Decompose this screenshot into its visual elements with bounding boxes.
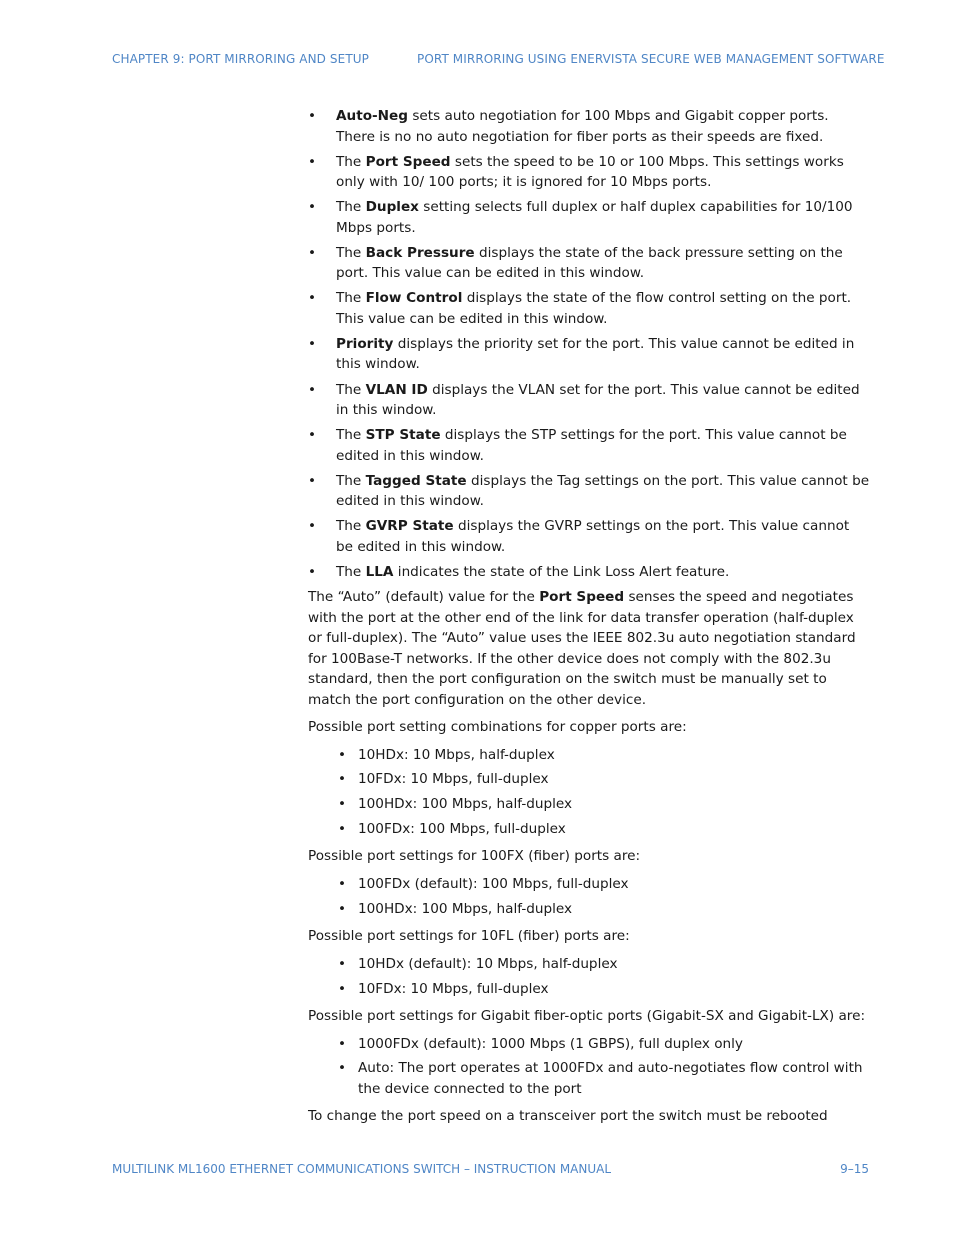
gigabit-settings-list: [308, 1034, 870, 1100]
list-item: • The Tagged State displays the Tag settings on the port. This value cannot be edited in this window.: [308, 471, 870, 512]
list-item: • The Flow Control displays the state of the flow control setting on the port. This value can be edited in this window.: [308, 288, 870, 329]
list-item: • The Back Pressure displays the state of the back pressure setting on the port. This value can be edited in this window.: [308, 243, 870, 284]
list-item: • 100HDx: 100 Mbps, half-duplex: [308, 899, 870, 920]
list-item: • The Duplex setting selects full duplex or half duplex capabilities for 10/100 Mbps ports.: [308, 197, 870, 238]
list-item: • The GVRP State displays the GVRP settings on the port. This value cannot be edited in this window.: [308, 516, 870, 557]
list-item: • 10FDx: 10 Mbps, full-duplex: [308, 979, 870, 1000]
list-item: • Priority displays the priority set for the port. This value cannot be edited in this window.: [308, 334, 870, 375]
gigabit-intro: Possible port settings for Gigabit fiber-optic ports (Gigabit-SX and Gigabit-LX) are:: [308, 1008, 866, 1025]
copper-settings-list: [308, 745, 870, 840]
header-chapter: CHAPTER 9: PORT MIRRORING AND SETUP: [112, 52, 369, 66]
list-item: • The Port Speed sets the speed to be 10 or 100 Mbps. This settings works only with 10/ 100 ports; it is ignored for 10 Mbps ports.: [308, 152, 870, 193]
fl10-intro: Possible port settings for 10FL (fiber) ports are:: [308, 928, 630, 945]
list-item: • 100FDx (default): 100 Mbps, full-duplex: [308, 874, 870, 895]
fx100-settings-list: [308, 874, 870, 919]
fx100-intro: Possible port settings for 100FX (fiber) ports are:: [308, 848, 641, 865]
copper-intro: Possible port setting combinations for copper ports are:: [308, 719, 687, 736]
page-number: 9–15: [840, 1162, 869, 1176]
auto-speed-paragraph: The “Auto” (default) value for the Port Speed senses the speed and negotiates with the port at the other end of the link for data transfer operation (half-duplex or full-duplex). The “Auto” value uses the IEEE 802.3u auto negotiation standard for 100Base-T networks. If the other device does not comply with the 802.3u standard, then the port configuration on the switch must be manually set to match the port configuration on the other device.: [308, 589, 856, 708]
list-item: • 100HDx: 100 Mbps, half-duplex: [308, 794, 870, 815]
list-item: • 10HDx (default): 10 Mbps, half-duplex: [308, 954, 870, 975]
list-item: • 10HDx: 10 Mbps, half-duplex: [308, 745, 870, 766]
closing-note: To change the port speed on a transceiver port the switch must be rebooted: [308, 1108, 828, 1125]
page-body: [308, 106, 870, 1134]
header-section: PORT MIRRORING USING ENERVISTA SECURE WEB MANAGEMENT SOFTWARE: [417, 52, 885, 66]
fl10-settings-list: [308, 954, 870, 999]
list-item: • 100FDx: 100 Mbps, full-duplex: [308, 819, 870, 840]
list-item: • The VLAN ID displays the VLAN set for the port. This value cannot be edited in this window.: [308, 380, 870, 421]
list-item: • The LLA indicates the state of the Link Loss Alert feature.: [308, 562, 870, 583]
list-item: • Auto: The port operates at 1000FDx and auto-negotiates flow control with the device connected to the port: [308, 1058, 870, 1099]
field-description-list: [308, 106, 870, 582]
list-item: • The STP State displays the STP settings for the port. This value cannot be edited in this window.: [308, 425, 870, 466]
list-item: • 1000FDx (default): 1000 Mbps (1 GBPS), full duplex only: [308, 1034, 870, 1055]
footer-manual-title: MULTILINK ML1600 ETHERNET COMMUNICATIONS SWITCH – INSTRUCTION MANUAL: [112, 1162, 612, 1176]
list-item: • Auto-Neg sets auto negotiation for 100 Mbps and Gigabit copper ports. There is no no auto negotiation for fiber ports as their speeds are fixed.: [308, 106, 870, 147]
list-item: • 10FDx: 10 Mbps, full-duplex: [308, 769, 870, 790]
